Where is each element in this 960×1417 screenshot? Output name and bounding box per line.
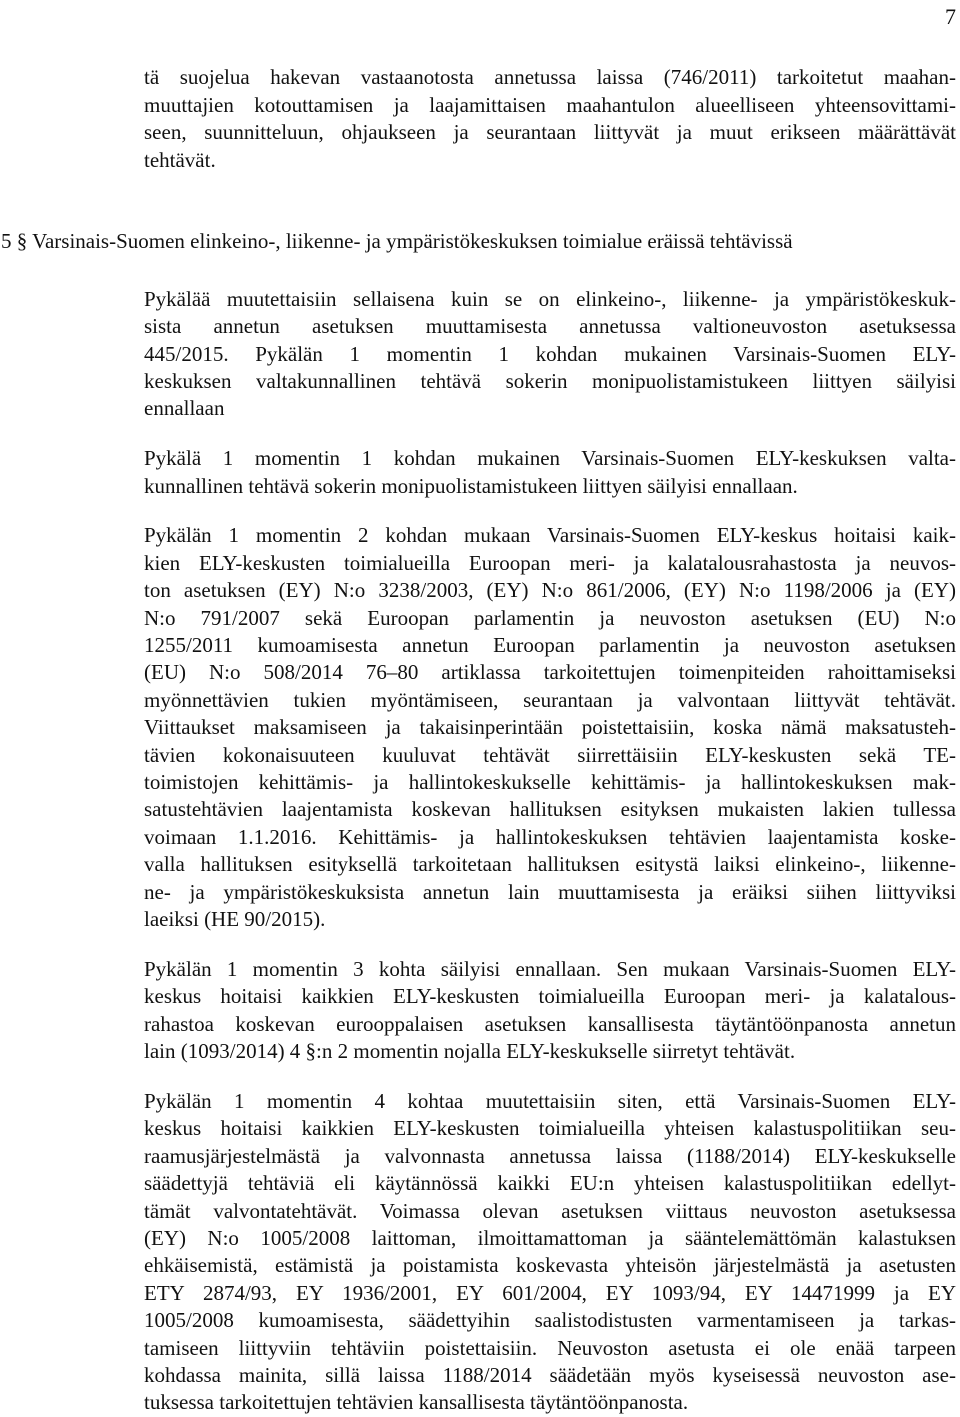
- paragraph-line: Pykälän 1 momentin 2 kohdan mukaan Varsinais-Suomen ELY-keskus hoitaisi kaik-: [144, 523, 956, 547]
- paragraph-line: Pykälä 1 momentin 1 kohdan mukainen Varsinais-Suomen ELY-keskuksen valta-: [144, 446, 956, 470]
- paragraph-line: keskus hoitaisi kaikkien ELY-keskusten toimialueilla Euroopan meri- ja kalatalous-: [144, 984, 956, 1008]
- paragraph-line: satustehtävien laajentamista koskevan hallituksen esityksen mukaisten lakien tullessa: [144, 797, 956, 821]
- paragraph-line: Pykälän 1 momentin 3 kohta säilyisi ennallaan. Sen mukaan Varsinais-Suomen ELY-: [144, 957, 956, 981]
- paragraph-line: kunnallinen tehtävä sokerin monipuolistamistukeen liittyen säilyisi ennallaan.: [144, 474, 798, 498]
- paragraph-line: N:o 791/2007 sekä Euroopan parlamentin ja neuvoston asetuksen (EU) N:o: [144, 606, 956, 630]
- paragraph-line: ton asetuksen (EY) N:o 3238/2003, (EY) N:o 861/2006, (EY) N:o 1198/2006 ja (EY): [144, 578, 956, 602]
- paragraph-line: (EU) N:o 508/2014 76–80 artiklassa tarkoitettujen toimenpiteiden rahoittamiseksi: [144, 660, 956, 684]
- paragraph-line: valla hallituksen esityksellä tarkoitetaan hallituksen esitystä laiksi elinkeino-, liikenne-: [144, 852, 956, 876]
- paragraph-line: lain (1093/2014) 4 §:n 2 momentin nojalla ELY-keskukselle siirretyt tehtävät.: [144, 1039, 796, 1063]
- paragraph-line: (EY) N:o 1005/2008 laittoman, ilmoittamattoman ja sääntelemättömän kalastuksen: [144, 1226, 956, 1250]
- paragraph-line: Pykälää muutettaisiin sellaisena kuin se on elinkeino-, liikenne- ja ympäristökeskuk-: [144, 287, 956, 311]
- intro-line: seen, suunnitteluun, ohjaukseen ja seurantaan liittyvät ja muut erikseen määrättävät: [144, 120, 956, 144]
- paragraph-line: ne- ja ympäristökeskuksista annetun lain muuttamisesta ja eräiksi siihen liittyviksi: [144, 880, 956, 904]
- paragraph-line: laeiksi (HE 90/2015).: [144, 907, 326, 931]
- paragraph-line: Pykälän 1 momentin 4 kohtaa muutettaisiin siten, että Varsinais-Suomen ELY-: [144, 1089, 956, 1113]
- paragraph-line: 1005/2008 kumoamisesta, säädettyihin saalistodistusten varmentamiseen ja tarkas-: [144, 1308, 956, 1332]
- intro-line: tehtävät.: [144, 148, 216, 172]
- section-heading: 5 § Varsinais-Suomen elinkeino-, liikenne- ja ympäristökeskuksen toimialue eräissä tehtävissä: [1, 229, 793, 253]
- paragraph-line: tämät valvontatehtävät. Voimassa olevan asetuksen viittaus neuvoston asetuksessa: [144, 1199, 956, 1223]
- paragraph-line: tävien kokonaisuuteen kuuluvat tehtävät siirrettäisiin ELY-keskusten sekä TE-: [144, 743, 956, 767]
- paragraph-line: tamiseen liittyviin tehtäviin poistettaisiin. Neuvoston asetusta ei ole enää tarpeen: [144, 1336, 956, 1360]
- paragraph-line: kohdassa mainita, sillä laissa 1188/2014 säädetään myös kyseisessä neuvoston ase-: [144, 1363, 956, 1387]
- paragraph-line: tuksessa tarkoitettujen tehtävien kansallisesta täytäntöönpanosta.: [144, 1390, 689, 1414]
- paragraph-line: rahastoa koskevan eurooppalaisen asetuksen kansallisesta täytäntöönpanosta annetun: [144, 1012, 956, 1036]
- paragraph-line: ehkäisemistä, estämistä ja poistamista koskevasta yhteisön järjestelmästä ja asetusten: [144, 1253, 956, 1277]
- paragraph-line: ETY 2874/93, EY 1936/2001, EY 601/2004, EY 1093/94, EY 14471999 ja EY: [144, 1281, 956, 1305]
- paragraph-line: kien ELY-keskusten toimialueilla Euroopan meri- ja kalatalousrahastosta ja neuvos-: [144, 551, 956, 575]
- paragraph-line: 445/2015. Pykälän 1 momentin 1 kohdan mukainen Varsinais-Suomen ELY-: [144, 342, 956, 366]
- paragraph-line: keskus hoitaisi kaikkien ELY-keskusten toimialueilla yhteisen kalastuspolitiikan seu-: [144, 1116, 956, 1140]
- paragraph-line: myönnettävien tukien myöntämiseen, seurantaan ja valvontaan liittyvät tehtävät.: [144, 688, 956, 712]
- paragraph-line: toimistojen kehittämis- ja hallintokeskukselle kehittämis- ja hallintokeskuksen mak-: [144, 770, 956, 794]
- paragraph-line: keskuksen valtakunnallinen tehtävä sokerin monipuolistamistukeen liittyen säilyisi: [144, 369, 956, 393]
- paragraph-line: voimaan 1.1.2016. Kehittämis- ja hallintokeskuksen tehtävien laajentamista koske-: [144, 825, 956, 849]
- paragraph-line: 1255/2011 kumoamisesta annetun Euroopan parlamentin ja neuvoston asetuksen: [144, 633, 956, 657]
- paragraph-line: sista annetun asetuksen muuttamisesta annetussa valtioneuvoston asetuksessa: [144, 314, 956, 338]
- intro-line: tä suojelua hakevan vastaanotosta annetussa laissa (746/2011) tarkoitetut maahan-: [144, 65, 956, 89]
- paragraph-line: raamusjärjestelmästä ja valvonnasta annetussa laissa (1188/2014) ELY-keskukselle: [144, 1144, 956, 1168]
- paragraph-line: ennallaan: [144, 396, 225, 420]
- page-number: 7: [945, 4, 956, 29]
- intro-line: muuttajien kotouttamisen ja laajamittaisen maahantulon alueelliseen yhteensovittami-: [144, 93, 956, 117]
- paragraph-line: Viittaukset maksamiseen ja takaisinperintään poistettaisiin, koska nämä maksatusteh-: [144, 715, 956, 739]
- paragraph-line: säädettyjä tehtäviä eli käytännössä kaikki EU:n yhteisen kalastuspolitiikan edellyt-: [144, 1171, 956, 1195]
